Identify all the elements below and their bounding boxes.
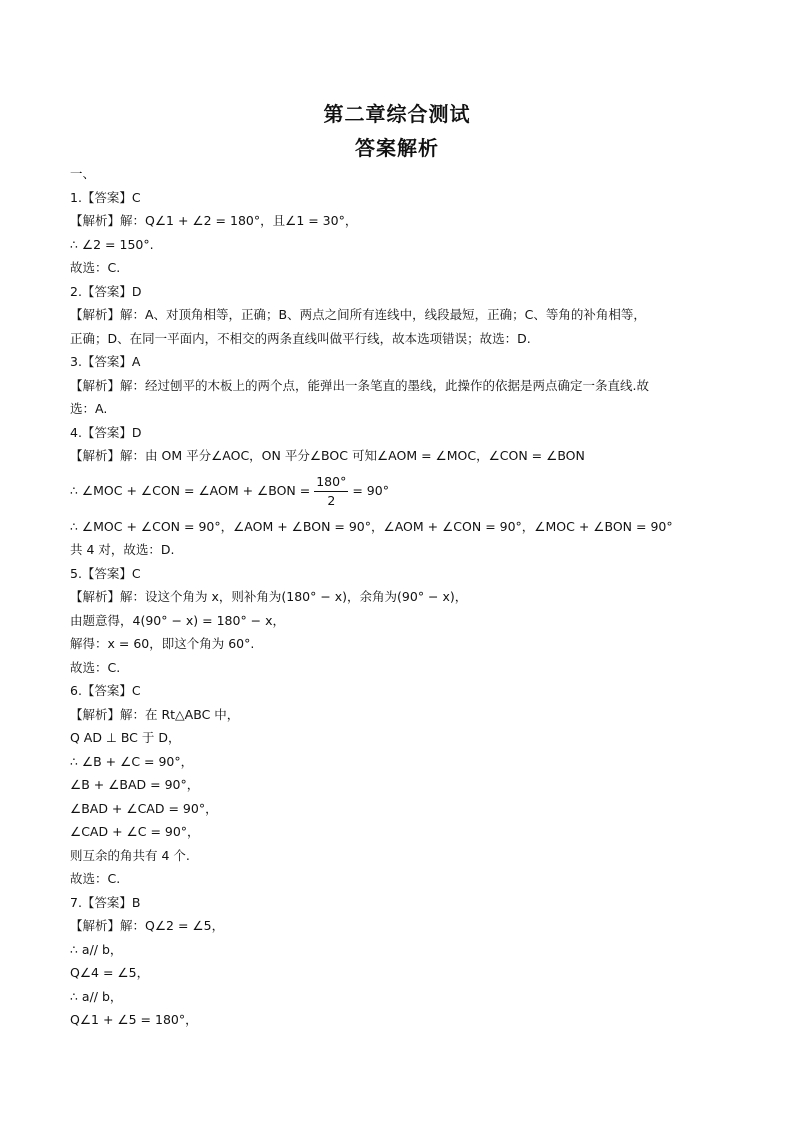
fraction-denominator: 2 — [327, 492, 336, 508]
analysis-7-line-4: ∴ a// b， — [70, 988, 123, 1004]
analysis-6-line-4: ∠B + ∠BAD = 90°， — [70, 777, 200, 792]
analysis-6-line-5: ∠BAD + ∠CAD = 90°， — [70, 800, 218, 816]
analysis-6-line-1: 【解析】解：在 Rt△ABC 中， — [70, 706, 240, 722]
section-label: 一、 — [70, 166, 96, 181]
answer-3: 3.【答案】A — [70, 354, 141, 369]
analysis-7-line-3: Q∠4 = ∠5， — [70, 965, 150, 980]
analysis-4-line-1: 【解析】解：由 OM 平分∠AOC，ON 平分∠BOC 可知∠AOM = ∠MOC，∠CON = ∠BON — [70, 448, 585, 463]
page-title: 第二章综合测试 — [323, 102, 471, 126]
fraction-lhs: ∴ ∠MOC + ∠CON = ∠AOM + ∠BON = — [70, 483, 311, 499]
fraction-result: = 90° — [352, 483, 389, 499]
analysis-2-line-2: 正确；D、在同一平面内，不相交的两条直线叫做平行线，故本选项错误；故选：D. — [70, 330, 531, 346]
answer-7: 7.【答案】B — [70, 894, 141, 910]
analysis-7-line-1: 【解析】解：Q∠2 = ∠5， — [70, 918, 225, 933]
analysis-3-line-1: 【解析】解：经过刨平的木板上的两个点，能弹出一条笔直的墨线，此操作的依据是两点确定一条直线.故 — [70, 377, 649, 393]
analysis-5-line-3: 解得：x = 60，即这个角为 60°. — [70, 636, 255, 651]
analysis-4-fraction-line — [70, 468, 730, 515]
analysis-2-line-1: 【解析】解：A、对顶角相等，正确；B、两点之间所有连线中，线段最短，正确；C、等角的补角相等， — [70, 307, 646, 322]
fraction-numerator: 180° — [314, 473, 348, 492]
analysis-4-line-4: 共 4 对，故选：D. — [70, 542, 175, 557]
answer-2: 2.【答案】D — [70, 283, 142, 299]
analysis-4-line-3: ∴ ∠MOC + ∠CON = 90°，∠AOM + ∠BON = 90°，∠AOM + ∠CON = 90°，∠MOC + ∠BON = 90° — [70, 518, 673, 534]
analysis-5-line-4: 故选：C. — [70, 659, 121, 675]
analysis-6-line-6: ∠CAD + ∠C = 90°， — [70, 824, 200, 839]
analysis-5-line-1: 【解析】解：设这个角为 x，则补角为(180° − x)，余角为(90° − x)， — [70, 589, 468, 604]
analysis-6-line-7: 则互余的角共有 4 个. — [70, 847, 190, 863]
answer-1: 1.【答案】C — [70, 189, 141, 205]
answer-6: 6.【答案】C — [70, 683, 141, 698]
analysis-6-line-8: 故选：C. — [70, 871, 121, 886]
page-subtitle: 答案解析 — [355, 136, 439, 160]
fraction — [314, 473, 348, 510]
analysis-7-line-5: Q∠1 + ∠5 = 180°， — [70, 1012, 198, 1027]
answer-5: 5.【答案】C — [70, 565, 141, 581]
analysis-3-line-2: 选：A. — [70, 401, 108, 416]
answer-content — [70, 162, 730, 1032]
analysis-7-line-2: ∴ a// b， — [70, 941, 123, 957]
answer-4: 4.【答案】D — [70, 424, 142, 440]
analysis-1-line-2: ∴ ∠2 = 150°. — [70, 236, 154, 252]
analysis-6-line-3: ∴ ∠B + ∠C = 90°， — [70, 753, 194, 769]
analysis-1-line-1: 【解析】解：Q∠1 + ∠2 = 180°，且∠1 = 30°， — [70, 213, 358, 228]
analysis-5-line-2: 由题意得，4(90° − x) = 180° − x， — [70, 612, 286, 628]
analysis-1-line-3: 故选：C. — [70, 260, 121, 275]
analysis-6-line-2: Q AD ⊥ BC 于 D， — [70, 730, 181, 745]
